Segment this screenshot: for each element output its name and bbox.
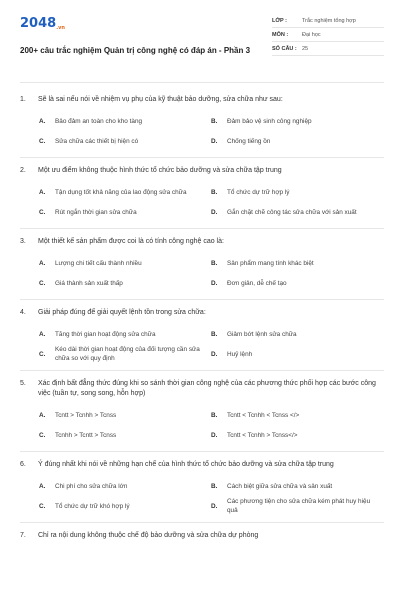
question-6 [20,460,384,516]
option-letter: A. [39,330,46,338]
question-4 [20,308,384,364]
option-a[interactable] [39,182,211,202]
option-text: Huỷ lệnh [227,350,253,358]
option-b[interactable] [211,182,383,202]
option-d[interactable] [211,202,383,222]
page-title: 200+ câu trắc nghiệm Quản trị công nghệ có đáp án - Phần 3 [20,46,251,55]
option-text: Chống tiếng ồn [227,137,271,145]
option-letter: B. [211,482,218,490]
option-d[interactable] [211,273,383,293]
option-b[interactable] [211,253,383,273]
question-number: 3. [20,238,26,245]
question-text: Chỉ ra nội dung không thuộc chế độ bảo dưỡng và sửa chữa dự phòng [38,532,259,539]
option-letter: C. [39,502,46,510]
option-letter: C. [39,279,46,287]
option-letter: A. [39,482,46,490]
option-letter: B. [211,411,218,419]
option-letter: B. [211,259,218,267]
option-c[interactable] [39,273,211,293]
option-text: Tcnhh > Tcntt > Tcnss [55,431,117,439]
option-text: Sản phẩm mang tính khác biệt [227,259,314,267]
option-letter: B. [211,330,218,338]
question-text: Một ưu điểm không thuộc hình thức tổ chức bảo dưỡng và sửa chữa tập trung [38,167,282,174]
option-text: Đơn giản, dễ chế tạo [227,279,287,287]
question-3 [20,237,384,293]
option-text: Tcntt > Tcnhh > Tcnss [55,411,117,419]
option-letter: C. [39,350,46,358]
option-text: Lượng chi tiết cấu thành nhiều [55,259,142,267]
question-1 [20,95,384,151]
option-d[interactable] [211,131,383,151]
meta-row-count [272,42,384,56]
option-text: Giá thành sản xuất thấp [55,279,123,287]
option-text: Sửa chữa các thiết bị hiện có [55,137,139,145]
option-letter: A. [39,188,46,196]
meta-table [272,14,384,56]
question-7 [20,531,384,541]
question-text: Sẽ là sai nếu nói về nhiệm vụ phụ của kỹ thuật bảo dưỡng, sửa chữa như sau: [38,96,283,103]
option-letter: C. [39,431,46,439]
divider [20,451,384,452]
option-text: Đảm bảo vệ sinh công nghiệp [227,117,312,125]
question-number: 4. [20,309,26,316]
option-letter: D. [211,208,218,216]
option-c[interactable] [39,202,211,222]
meta-key: MÔN : [272,31,289,38]
logo-suffix: .vn [56,25,65,31]
option-text: Gắn chặt chẽ công tác sửa chữa với sản xuất [227,208,357,216]
question-5 [20,379,384,445]
option-c[interactable] [39,131,211,151]
divider [20,522,384,523]
option-d[interactable] [211,344,383,364]
meta-value: 25 [302,45,309,52]
option-letter: D. [211,350,218,358]
option-text: Cách biệt giữa sửa chữa và sản xuất [227,482,333,490]
option-d[interactable] [211,496,383,516]
question-number: 7. [20,532,26,539]
document-header [20,14,384,72]
option-a[interactable] [39,324,211,344]
divider [20,228,384,229]
option-letter: B. [211,117,218,125]
meta-value: Trắc nghiệm tổng hợp [302,17,356,24]
option-text: Tcntt < Tcnhh > Tcnss</> [227,431,298,439]
question-text: Giải pháp đúng để giải quyết lệnh tồn trong sửa chữa: [38,309,206,316]
question-2 [20,166,384,222]
option-c[interactable] [39,425,211,445]
option-b[interactable] [211,476,383,496]
option-letter: D. [211,137,218,145]
question-number: 1. [20,96,26,103]
divider [20,299,384,300]
option-text: Kéo dài thời gian hoạt động của đối tượng cần sửa chữa so với quy định [55,346,200,362]
option-letter: B. [211,188,218,196]
option-letter: A. [39,259,46,267]
meta-row-subject [272,28,384,42]
divider [20,157,384,158]
meta-row-class [272,14,384,28]
option-letter: C. [39,137,46,145]
option-text: Bảo đảm an toàn cho kho tàng [55,117,143,125]
option-letter: D. [211,502,218,510]
option-c[interactable] [39,344,211,364]
option-text: Các phương tiện cho sửa chữa kém phát huy hiệu quả [227,498,371,514]
option-b[interactable] [211,111,383,131]
divider [20,370,384,371]
option-a[interactable] [39,111,211,131]
option-b[interactable] [211,405,383,425]
option-text: Tổ chức dự trữ hợp lý [227,188,290,196]
option-text: Tcntt < Tcnhh < Tcnss </> [227,411,300,419]
option-letter: C. [39,208,46,216]
question-text: Một thiết kế sản phẩm được coi là có tính công nghệ cao là: [38,238,224,245]
meta-key: SỐ CÂU : [272,45,297,52]
option-text: Tận dụng tốt khả năng của lao động sửa chữa [55,188,187,196]
option-a[interactable] [39,476,211,496]
option-letter: D. [211,431,218,439]
option-text: Chi phí cho sửa chữa lớn [55,482,128,490]
question-number: 6. [20,461,26,468]
meta-value: Đại học [302,31,321,38]
option-letter: A. [39,411,46,419]
option-text: Tăng thời gian hoạt động sửa chữa [55,330,156,338]
logo-text: 2048 [20,16,57,31]
site-logo[interactable] [20,16,65,31]
option-a[interactable] [39,405,211,425]
option-text: Tổ chức dự trữ khó hợp lý [55,502,130,510]
option-letter: A. [39,117,46,125]
option-c[interactable] [39,496,211,516]
option-b[interactable] [211,324,383,344]
option-text: Giảm bớt lệnh sửa chữa [227,330,297,338]
option-letter: D. [211,279,218,287]
option-d[interactable] [211,425,383,445]
divider [20,82,384,83]
meta-key: LỚP : [272,17,287,24]
option-text: Rút ngắn thời gian sửa chữa [55,208,137,216]
option-a[interactable] [39,253,211,273]
question-text: Ý đúng nhất khi nói về những hạn chế của hình thức tổ chức bảo dưỡng và sửa chữa tập trung [38,461,334,468]
question-number: 5. [20,380,26,387]
question-number: 2. [20,167,26,174]
question-text: Xác định bất đẳng thức đúng khi so sánh thời gian công nghệ của các phương thức phối hợp các bước công việc (tuần tự, song song, hỗn hợp) [38,380,376,397]
